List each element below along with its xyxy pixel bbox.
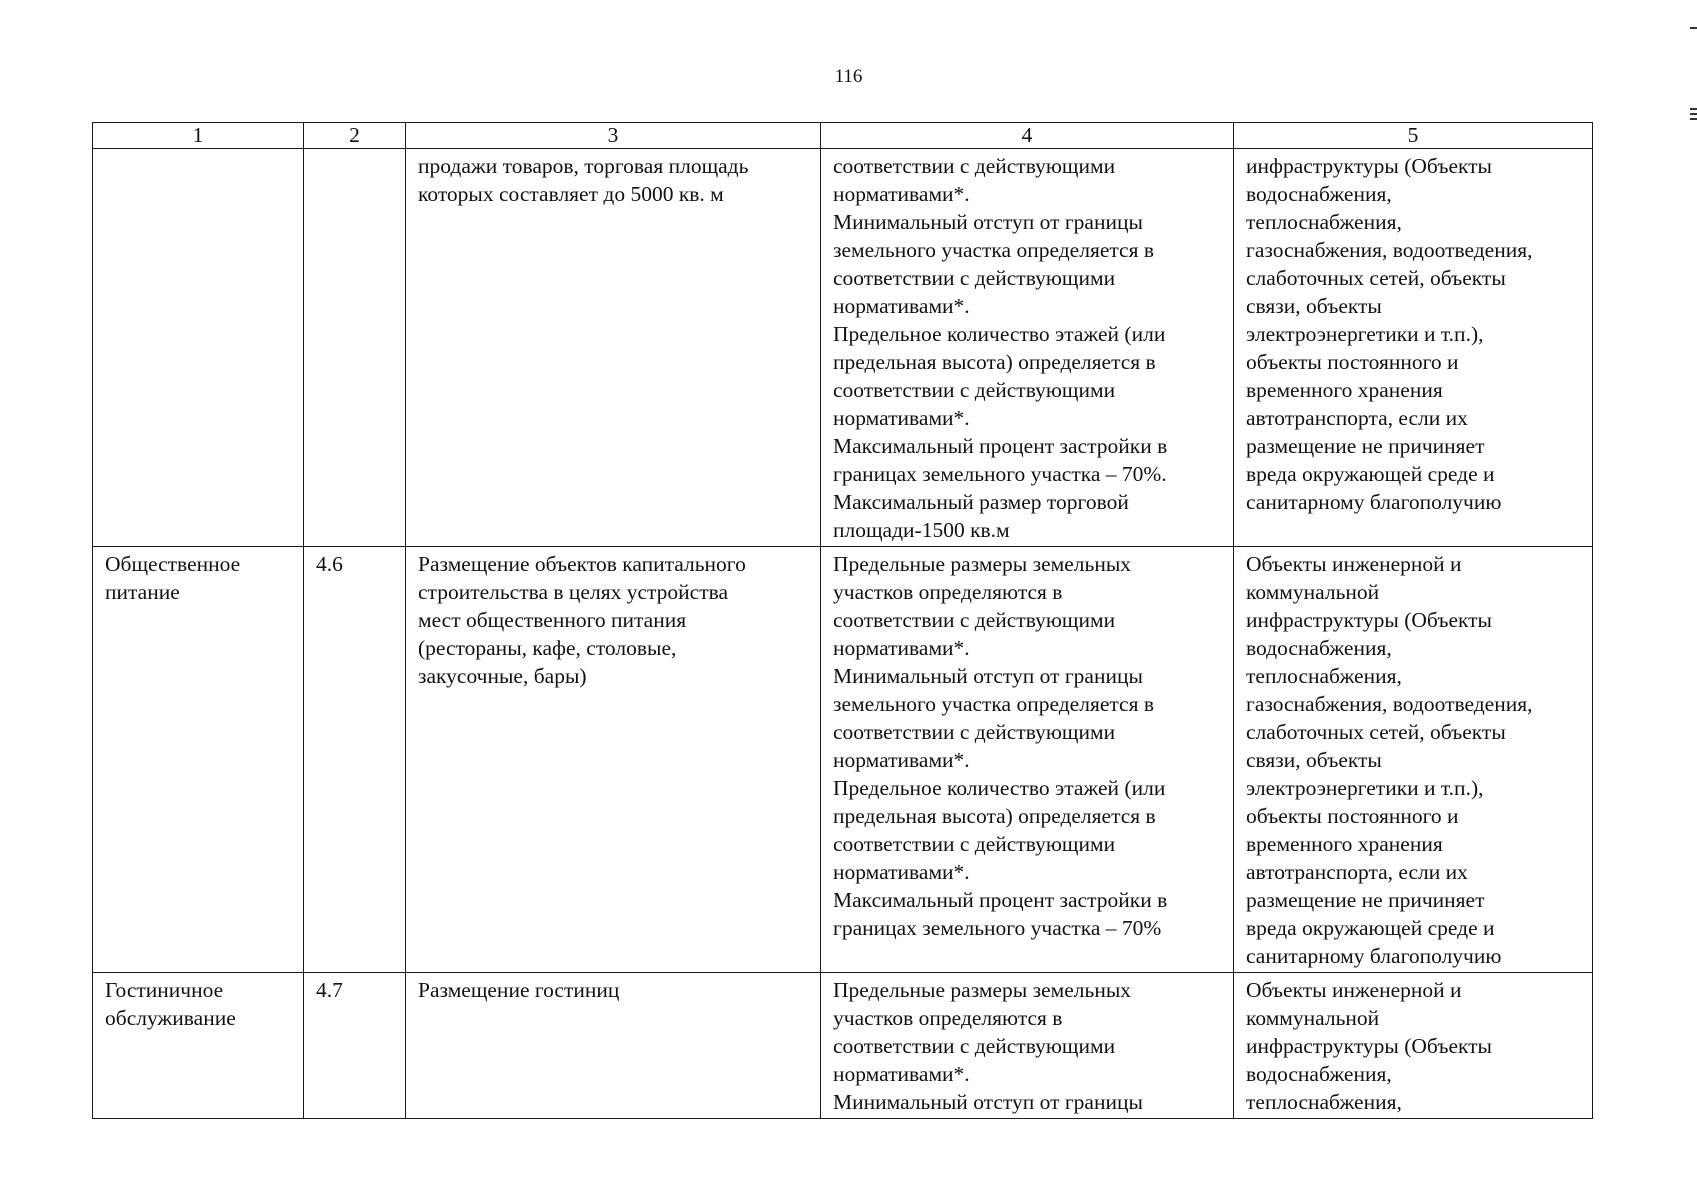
scan-edge-mark [1690, 27, 1697, 29]
auxiliary-objects-cell: Объекты инженерной и коммунальной инфраструктуры (Объекты водоснабжения, теплоснабжения, [1234, 973, 1593, 1119]
permitted-use-name-cell: Общественное питание [93, 547, 304, 973]
column-header-3: 3 [406, 123, 821, 149]
table-row [93, 973, 1593, 1119]
use-code-cell: 4.7 [304, 973, 406, 1119]
table-row [93, 547, 1593, 973]
auxiliary-objects-cell: инфраструктуры (Объекты водоснабжения, теплоснабжения, газоснабжения, водоотведения, слаботочных сетей, объекты связи, объекты электроэнергетики и т.п.), объекты постоянного и временного хранения автотранспорта, если их размещение не причиняет вреда окружающей среде и санитарному благополучию [1234, 149, 1593, 547]
parameters-cell: соответствии с действующими нормативами*. Минимальный отступ от границы земельного участка определяется в соответствии с действующими нормативами*. Предельное количество этажей (или предельная высота) определяется в соответствии с действующими нормативами*. Максимальный процент застройки в границах земельного участка – 70%. Максимальный размер торговой площади-1500 кв.м [821, 149, 1234, 547]
column-header-2: 2 [304, 123, 406, 149]
scan-edge-mark [1690, 118, 1697, 120]
zoning-table [92, 122, 1593, 1119]
use-description-cell: Размещение объектов капитального строительства в целях устройства мест общественного питания (рестораны, кафе, столовые, закусочные, бары) [406, 547, 821, 973]
parameters-cell: Предельные размеры земельных участков определяются в соответствии с действующими нормативами*. Минимальный отступ от границы [821, 973, 1234, 1119]
permitted-use-name-cell: Гостиничное обслуживание [93, 973, 304, 1119]
column-header-1: 1 [93, 123, 304, 149]
scan-edge-mark [1690, 108, 1697, 110]
use-description-cell: Размещение гостиниц [406, 973, 821, 1119]
parameters-cell: Предельные размеры земельных участков определяются в соответствии с действующими нормативами*. Минимальный отступ от границы земельного участка определяется в соответствии с действующими нормативами*. Предельное количество этажей (или предельная высота) определяется в соответствии с действующими нормативами*. Максимальный процент застройки в границах земельного участка – 70% [821, 547, 1234, 973]
column-header-5: 5 [1234, 123, 1593, 149]
use-code-cell [304, 149, 406, 547]
table-header-row [93, 123, 1593, 149]
scan-edge-mark [1690, 113, 1697, 115]
page-number: 116 [834, 66, 863, 87]
use-code-cell: 4.6 [304, 547, 406, 973]
use-description-cell: продажи товаров, торговая площадь которых составляет до 5000 кв. м [406, 149, 821, 547]
column-header-4: 4 [821, 123, 1234, 149]
auxiliary-objects-cell: Объекты инженерной и коммунальной инфраструктуры (Объекты водоснабжения, теплоснабжения, газоснабжения, водоотведения, слаботочных сетей, объекты связи, объекты электроэнергетики и т.п.), объекты постоянного и временного хранения автотранспорта, если их размещение не причиняет вреда окружающей среде и санитарному благополучию [1234, 547, 1593, 973]
table-row [93, 149, 1593, 547]
permitted-use-name-cell [93, 149, 304, 547]
